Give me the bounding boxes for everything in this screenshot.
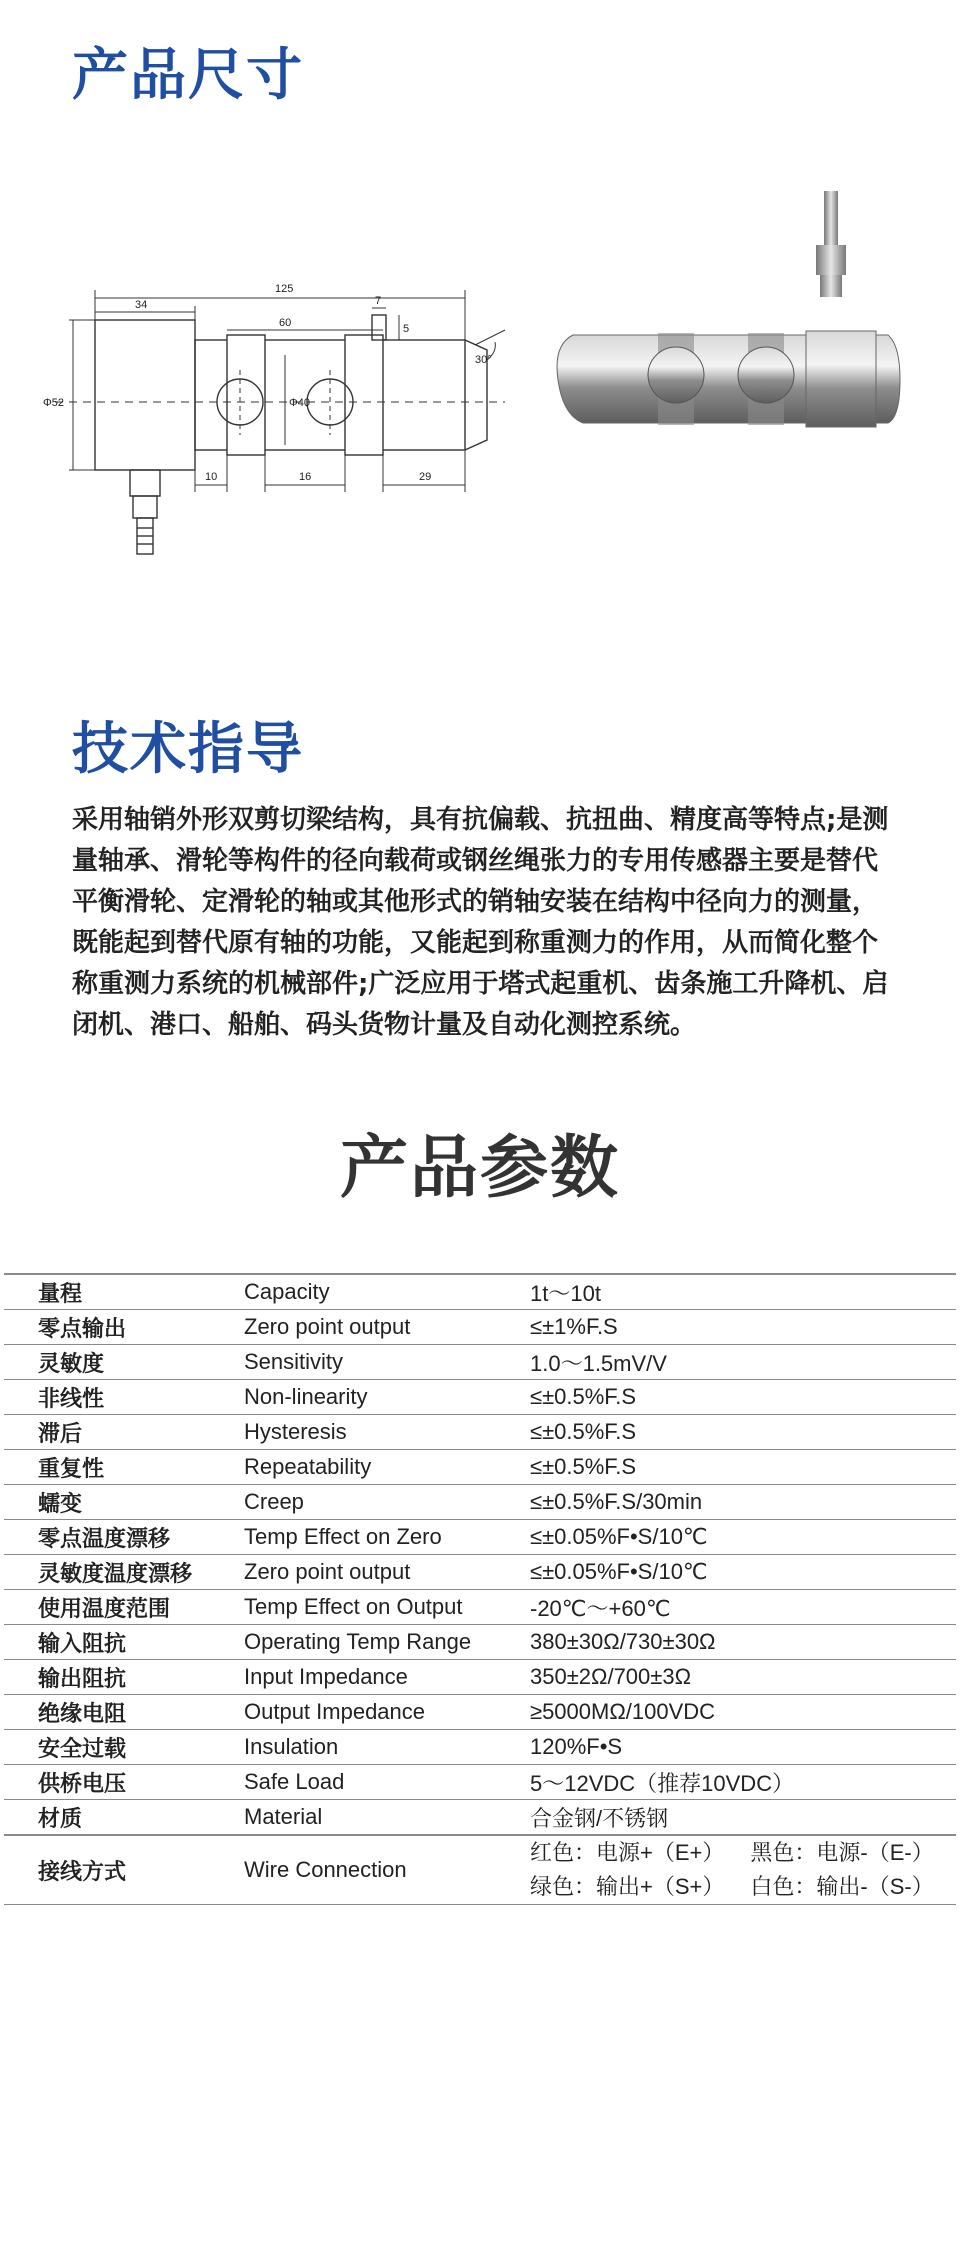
spec-en: Wire Connection: [244, 1835, 530, 1905]
spec-en: Input Impedance: [244, 1660, 530, 1695]
spec-cn: 非线性: [4, 1380, 244, 1415]
dim-chamfer: 5: [403, 323, 410, 335]
spec-cn: 输入阻抗: [4, 1625, 244, 1660]
spec-en: Non-linearity: [244, 1380, 530, 1415]
spec-cn: 安全过载: [4, 1730, 244, 1765]
table-row: [4, 1520, 956, 1555]
table-row: [4, 1555, 956, 1590]
spec-cn: 零点输出: [4, 1310, 244, 1345]
spec-cn: 接线方式: [4, 1835, 244, 1905]
spec-cn: 重复性: [4, 1450, 244, 1485]
spec-value: ≤±0.5%F.S/30min: [530, 1485, 956, 1520]
dim-gap: 10: [205, 471, 218, 483]
spec-cn: 供桥电压: [4, 1765, 244, 1800]
spec-value: ≤±0.05%F•S/10℃: [530, 1555, 956, 1590]
table-row: [4, 1765, 956, 1800]
dim-overall: 125: [275, 283, 294, 295]
params-title: 产品参数: [339, 1129, 620, 1208]
spec-en: Hysteresis: [244, 1415, 530, 1450]
spec-value: 380±30Ω/730±30Ω: [530, 1625, 956, 1660]
dim-left: 34: [135, 299, 148, 311]
spec-cn: 蠕变: [4, 1485, 244, 1520]
wire-green: 绿色：输出+（S+）: [530, 1874, 725, 1899]
table-row: [4, 1730, 956, 1765]
spec-en: Output Impedance: [244, 1695, 530, 1730]
spec-en: Zero point output: [244, 1555, 530, 1590]
spec-value: 5～12VDC（推荐10VDC）: [530, 1765, 956, 1800]
spec-value: -20℃～+60℃: [530, 1590, 956, 1625]
spec-value: 合金钢/不锈钢: [530, 1800, 956, 1836]
table-row: [4, 1695, 956, 1730]
spec-en: Operating Temp Range: [244, 1625, 530, 1660]
spec-value: 120%F•S: [530, 1730, 956, 1765]
spec-cn: 材质: [4, 1800, 244, 1836]
spec-table: [4, 1273, 956, 1905]
dim-groove: 16: [299, 471, 312, 483]
spec-value: ≤±0.05%F•S/10℃: [530, 1520, 956, 1555]
spec-en: Insulation: [244, 1730, 530, 1765]
spec-en: Zero point output: [244, 1310, 530, 1345]
spec-value: 350±2Ω/700±3Ω: [530, 1660, 956, 1695]
spec-en: Repeatability: [244, 1450, 530, 1485]
spec-value: ≤±1%F.S: [530, 1310, 956, 1345]
spec-cn: 使用温度范围: [4, 1590, 244, 1625]
spec-cn: 量程: [4, 1274, 244, 1310]
spec-cn: 输出阻抗: [4, 1660, 244, 1695]
table-row: [4, 1310, 956, 1345]
table-row: [4, 1274, 956, 1310]
wire-black: 黑色：电源-（E-）: [750, 1840, 934, 1865]
tech-title: 技术指导: [72, 717, 304, 782]
spec-en: Material: [244, 1800, 530, 1836]
dimensions-title: 产品尺寸: [72, 43, 304, 108]
spec-value: 1.0～1.5mV/V: [530, 1345, 956, 1380]
table-row: [4, 1660, 956, 1695]
spec-value: 1t～10t: [530, 1274, 956, 1310]
dimension-drawing: [35, 180, 515, 600]
spec-cn: 滞后: [4, 1415, 244, 1450]
spec-cn: 绝缘电阻: [4, 1695, 244, 1730]
spec-cn: 灵敏度温度漂移: [4, 1555, 244, 1590]
spec-value: ≥5000MΩ/100VDC: [530, 1695, 956, 1730]
spec-en: Safe Load: [244, 1765, 530, 1800]
table-row: [4, 1800, 956, 1836]
spec-value: ≤±0.5%F.S: [530, 1450, 956, 1485]
wire-red: 红色：电源+（E+）: [530, 1840, 725, 1865]
dim-angle: 30°: [475, 354, 492, 366]
spec-cn: 零点温度漂移: [4, 1520, 244, 1555]
spec-en: Temp Effect on Zero: [244, 1520, 530, 1555]
table-row: [4, 1485, 956, 1520]
table-row: [4, 1450, 956, 1485]
spec-en: Capacity: [244, 1274, 530, 1310]
dim-right: 29: [419, 471, 432, 483]
table-row: [4, 1835, 956, 1905]
dim-dia-pin: Φ40: [289, 397, 311, 409]
spec-value: ≤±0.5%F.S: [530, 1415, 956, 1450]
table-row: [4, 1590, 956, 1625]
wire-white: 白色：输出-（S-）: [750, 1874, 934, 1899]
table-row: [4, 1380, 956, 1415]
dim-small: 7: [375, 295, 382, 307]
spec-en: Temp Effect on Output: [244, 1590, 530, 1625]
tech-description: 采用轴销外形双剪切梁结构，具有抗偏载、抗扭曲、精度高等特点;是测量轴承、滑轮等构件的径向载荷或钢丝绳张力的专用传感器主要是替代平衡滑轮、定滑轮的轴或其他形式的销轴安装在结构中径向力的测量，既能起到替代原有轴的功能，又能起到称重测力的作用，从而简化整个称重测力系统的机械部件;广泛应用于塔式起重机、齿条施工升降机、启闭机、港口、船舶、码头货物计量及自动化测控系统。: [72, 805, 889, 1040]
spec-en: Sensitivity: [244, 1345, 530, 1380]
table-row: [4, 1625, 956, 1660]
dim-dia-body: Φ52: [43, 397, 65, 409]
spec-value: ≤±0.5%F.S: [530, 1380, 956, 1415]
table-row: [4, 1345, 956, 1380]
spec-en: Creep: [244, 1485, 530, 1520]
dim-center: 60: [279, 317, 292, 329]
spec-value: [530, 1835, 956, 1905]
table-row: [4, 1415, 956, 1450]
product-photo: [548, 185, 908, 445]
spec-cn: 灵敏度: [4, 1345, 244, 1380]
